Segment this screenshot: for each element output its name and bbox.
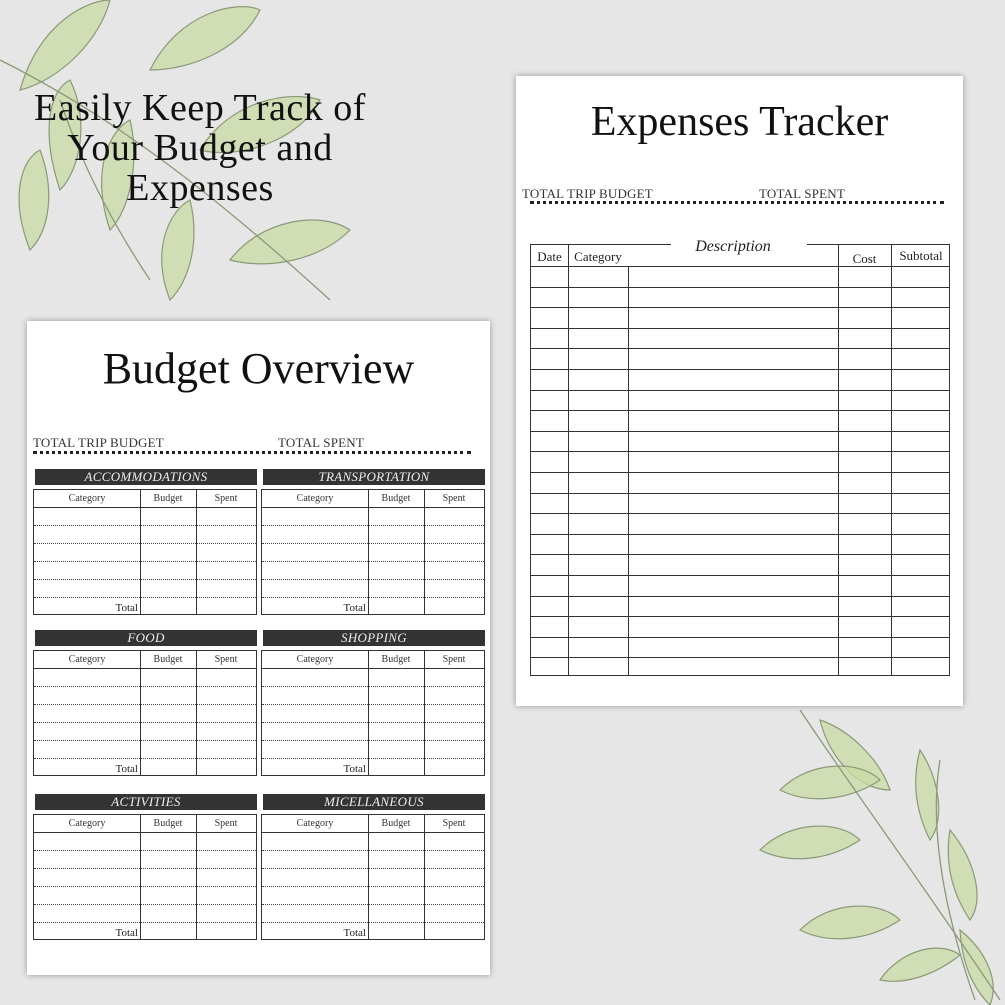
section-col-divider <box>424 651 425 775</box>
section-row-line <box>262 686 484 687</box>
section-row-line <box>34 579 256 580</box>
section-table-accommodations <box>33 489 257 615</box>
budget-overview-title: Budget Overview <box>102 344 415 393</box>
section-table-transportation <box>261 489 485 615</box>
section-col-divider <box>368 651 369 775</box>
section-row-line <box>262 740 484 741</box>
exp-row-line <box>531 287 949 288</box>
expenses-table <box>530 238 950 676</box>
section-total-label: Total <box>115 602 138 614</box>
col-subtotal: Subtotal <box>899 248 943 263</box>
section-row-line <box>262 758 484 759</box>
section-row-line <box>34 704 256 705</box>
budget-total-line <box>33 451 471 454</box>
col-cost: Cost <box>852 251 877 266</box>
col-category: Category <box>574 249 622 264</box>
section-row-line <box>34 904 256 905</box>
section-row-line <box>34 597 256 598</box>
section-header-rule <box>262 832 484 833</box>
section-header-rule <box>262 668 484 669</box>
section-col-divider <box>368 815 369 939</box>
section-row-line <box>262 886 484 887</box>
col-budget: Budget <box>153 818 183 829</box>
section-col-divider <box>368 490 369 614</box>
col-category: Category <box>296 654 334 665</box>
exp-row-line <box>531 513 949 514</box>
section-row-line <box>262 850 484 851</box>
section-col-divider <box>196 815 197 939</box>
exp-vline-4 <box>891 244 892 675</box>
section-row-line <box>34 525 256 526</box>
section-header-rule <box>262 507 484 508</box>
section-table-activities <box>33 814 257 940</box>
exp-row-line <box>531 472 949 473</box>
section-row-line <box>262 868 484 869</box>
exp-vline-1 <box>568 244 569 675</box>
exp-row-line <box>531 657 949 658</box>
section-row-line <box>34 886 256 887</box>
exp-row-line <box>531 637 949 638</box>
col-spent: Spent <box>214 654 238 665</box>
section-col-divider <box>140 651 141 775</box>
exp-row-line <box>531 328 949 329</box>
section-total-label: Total <box>343 602 366 614</box>
col-category: Category <box>68 493 106 504</box>
exp-row-line <box>531 616 949 617</box>
exp-row-line <box>531 575 949 576</box>
section-table-food <box>33 650 257 776</box>
headline-line-3: Expenses <box>126 167 274 209</box>
expenses-tracker-sheet <box>516 76 963 706</box>
section-table-micellaneous <box>261 814 485 940</box>
section-header-accommodations: ACCOMMODATIONS <box>35 469 257 485</box>
section-total-label: Total <box>343 927 366 939</box>
section-row-line <box>262 722 484 723</box>
exp-row-line <box>531 451 949 452</box>
exp-row-line <box>531 431 949 432</box>
headline-line-1: Easily Keep Track of <box>34 87 366 129</box>
exp-row-line <box>531 410 949 411</box>
expenses-tracker-title: Expenses Tracker <box>590 99 889 145</box>
section-header-activities: ACTIVITIES <box>35 794 257 810</box>
section-col-divider <box>424 490 425 614</box>
section-row-line <box>34 561 256 562</box>
headline-line-2: Your Budget and <box>67 127 333 169</box>
exp-total-spent-label: TOTAL SPENT <box>759 186 846 201</box>
section-row-line <box>262 561 484 562</box>
section-row-line <box>34 868 256 869</box>
section-header-rule <box>34 832 256 833</box>
section-row-line <box>262 922 484 923</box>
col-category: Category <box>68 818 106 829</box>
col-category: Category <box>296 818 334 829</box>
col-spent: Spent <box>214 493 238 504</box>
total-trip-budget-label: TOTAL TRIP BUDGET <box>33 435 164 450</box>
section-header-food: FOOD <box>35 630 257 646</box>
col-spent: Spent <box>214 818 238 829</box>
exp-row-line <box>531 493 949 494</box>
exp-row-line <box>531 348 949 349</box>
section-row-line <box>262 597 484 598</box>
col-spent: Spent <box>442 818 466 829</box>
total-spent-label: TOTAL SPENT <box>278 435 365 450</box>
section-table-shopping <box>261 650 485 776</box>
exp-row-line <box>531 554 949 555</box>
section-total-label: Total <box>115 763 138 775</box>
exp-row-line <box>531 534 949 535</box>
section-row-line <box>262 704 484 705</box>
section-col-divider <box>196 490 197 614</box>
col-spent: Spent <box>442 654 466 665</box>
section-total-label: Total <box>115 927 138 939</box>
col-budget: Budget <box>381 654 411 665</box>
col-budget: Budget <box>153 493 183 504</box>
section-header-rule <box>34 507 256 508</box>
section-row-line <box>262 525 484 526</box>
col-category: Category <box>296 493 334 504</box>
exp-vline-3 <box>838 244 839 675</box>
section-row-line <box>34 686 256 687</box>
col-budget: Budget <box>153 654 183 665</box>
section-col-divider <box>196 651 197 775</box>
exp-total-trip-budget-label: TOTAL TRIP BUDGET <box>522 186 653 201</box>
section-header-rule <box>34 668 256 669</box>
section-row-line <box>34 850 256 851</box>
section-col-divider <box>140 815 141 939</box>
section-col-divider <box>424 815 425 939</box>
exp-row-line <box>531 307 949 308</box>
section-header-micellaneous: MICELLANEOUS <box>263 794 485 810</box>
section-row-line <box>262 904 484 905</box>
section-header-shopping: SHOPPING <box>263 630 485 646</box>
section-row-line <box>34 543 256 544</box>
exp-row-line <box>531 369 949 370</box>
exp-row-line <box>531 596 949 597</box>
col-description: Description <box>695 238 771 255</box>
section-row-line <box>34 740 256 741</box>
section-row-line <box>34 922 256 923</box>
section-header-transportation: TRANSPORTATION <box>263 469 485 485</box>
headline <box>10 88 390 208</box>
budget-overview-sheet <box>27 321 490 975</box>
col-category: Category <box>68 654 106 665</box>
section-col-divider <box>140 490 141 614</box>
section-row-line <box>262 543 484 544</box>
section-row-line <box>34 722 256 723</box>
col-spent: Spent <box>442 493 466 504</box>
section-row-line <box>34 758 256 759</box>
exp-total-line <box>530 201 944 204</box>
col-budget: Budget <box>381 818 411 829</box>
section-row-line <box>262 579 484 580</box>
col-budget: Budget <box>381 493 411 504</box>
section-total-label: Total <box>343 763 366 775</box>
exp-row-line <box>531 390 949 391</box>
col-date: Date <box>537 249 562 264</box>
